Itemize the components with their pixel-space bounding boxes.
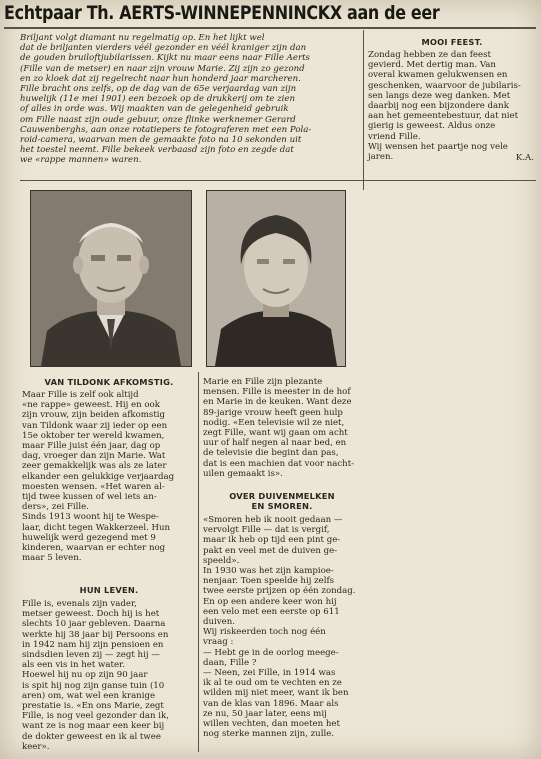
woman-portrait-image (207, 191, 345, 366)
man-portrait-image (31, 191, 191, 366)
intro-paragraph: Briljant volgt diamant nu regelmatig op. En het lijkt wel dat de briljanten vierders véél gezonder en véél kraniger zijn dan de gouden bruiloftjubilarissen. Kijkt nu maar eens naar Fille Aerts (Fille van de metser) en naar zijn vrouw Marie. Zij zijn zo gezond en zo kloek dat zij regelrecht naar hun honderd jaar marcheren. Fille bracht ons zelfs, op de dag van de 65e verjaardag van zijn huwelijk (11e mei 1901) een bezoek op de drukkerij om te zien of alles in orde was. Wij maakten van de gelegenheid gebruik om Fille naast zijn oude gebuur, onze flinke werknemer Gerard Cauwenberghs, aan onze rotatiepers te fotograferen met een Pola- roid-camera, waarvan men de gemaakte foto na 10 sekonden uit het toestel neemt. Fille bekeek verbaasd zijn foto en zegde dat we «rappe mannen» waren. (20, 33, 312, 166)
headline: Echtpaar Th. AERTS-WINNEPENNINCKX aan de eer (4, 2, 440, 24)
col1-text-1: Maar Fille is zelf ook altijd «ne rappe» geweest. Hij en ook zijn vrouw, zijn beiden afkomstig van Tildonk waar zij ieder op een 15e oktober ter wereld kwamen, maar Fille juist één jaar, dag op dag, vroeger dan zijn Marie. Wat zeer gemakkelijk was als ze later elkander een gelukkige verjaardag moesten wensen. «Het waren al- tijd twee kussen of wel iets an- ders», zei Fille. Sinds 1913 woont hij te Wespe- laar, dicht tegen Wakkerzeel. Hun huwelijk werd gezegend met 9 kinderen, waarvan er echter nog maar 5 leven. (22, 390, 175, 564)
right-column-heading: MOOI FEEST. (421, 37, 483, 47)
column-divider (363, 30, 364, 190)
portrait-woman-photo (206, 190, 346, 367)
column-divider-2 (198, 372, 199, 752)
headline-rule (4, 27, 536, 29)
heading-van-tildonk: VAN TILDONK AFKOMSTIG. (44, 377, 174, 387)
heading-hun-leven: HUN LEVEN. (79, 585, 139, 595)
portrait-man-photo (30, 190, 192, 367)
intro-bottom-rule (20, 180, 536, 181)
col1-text-2: Fille is, evenals zijn vader, metser geweest. Doch hij is het slechts 10 jaar gebleven. Daarna werkte hij 38 jaar bij Persoons en in 1942 nam hij zijn pensioen en sindsdien leven zij — zegt hij — als een vis in het water. Hoewel hij nu op zijn 90 jaar is spit hij nog zijn ganse tuin (10 aren) om, wat wel een kranige prestatie is. «En ons Marie, zegt Fille, is nog veel gezonder dan ik, want ze is nog maar een keer bij de dokter geweest en ik al twee keer». (22, 599, 169, 752)
right-column-initials: K.A. (515, 153, 534, 163)
col2-text-1: Marie en Fille zijn plezante mensen. Fille is meester in de hof en Marie in de keuken. Want deze 89-jarige vrouw heeft geen hulp nodig. «Een televisie wil ze niet, zegt Fille, want wij gaan om acht uur of half negen al naar bed, en de televisie die begint dan pas, dat is een machien dat voor nacht- uilen gemaakt is». (203, 377, 355, 479)
col2-text-2: «Smoren heb ik nooit gedaan — vervolgt Fille — dat is vergif, maar ik heb op tijd een pint ge- pakt en veel met de duiven ge- speeld». In 1930 was het zijn kampioe- nenjaar. Toen speelde hij zelfs twee eerste prijzen op één zondag. En op een andere keer won hij een velo met een eerste op 611 duiven. Wij riskeerden toch nog één vraag : — Hebt ge in de oorlog meege- daan, Fille ? — Neen, zei Fille, in 1914 was ik al te oud om te vechten en ze wilden mij niet meer, want ik ben van de klas van 1896. Maar als ze nu, 50 jaar later, eens mij willen vechten, dan moeten het nog sterke mannen zijn, zulle. (203, 515, 356, 740)
heading-duivenmelken: OVER DUIVENMELKEN EN SMOREN. (229, 491, 335, 511)
right-column-text: Zondag hebben ze dan feest gevierd. Met dertig man. Van overal kwamen gelukwensen en geschenken, waarvoor de jubilaris- sen langs deze weg danken. Met daarbij nog een bijzondere dank aan het gemeentebestuur, dat niet gierig is geweest. Aldus onze vriend Fille. Wij wensen het paartje nog vele jaren. (368, 50, 521, 163)
